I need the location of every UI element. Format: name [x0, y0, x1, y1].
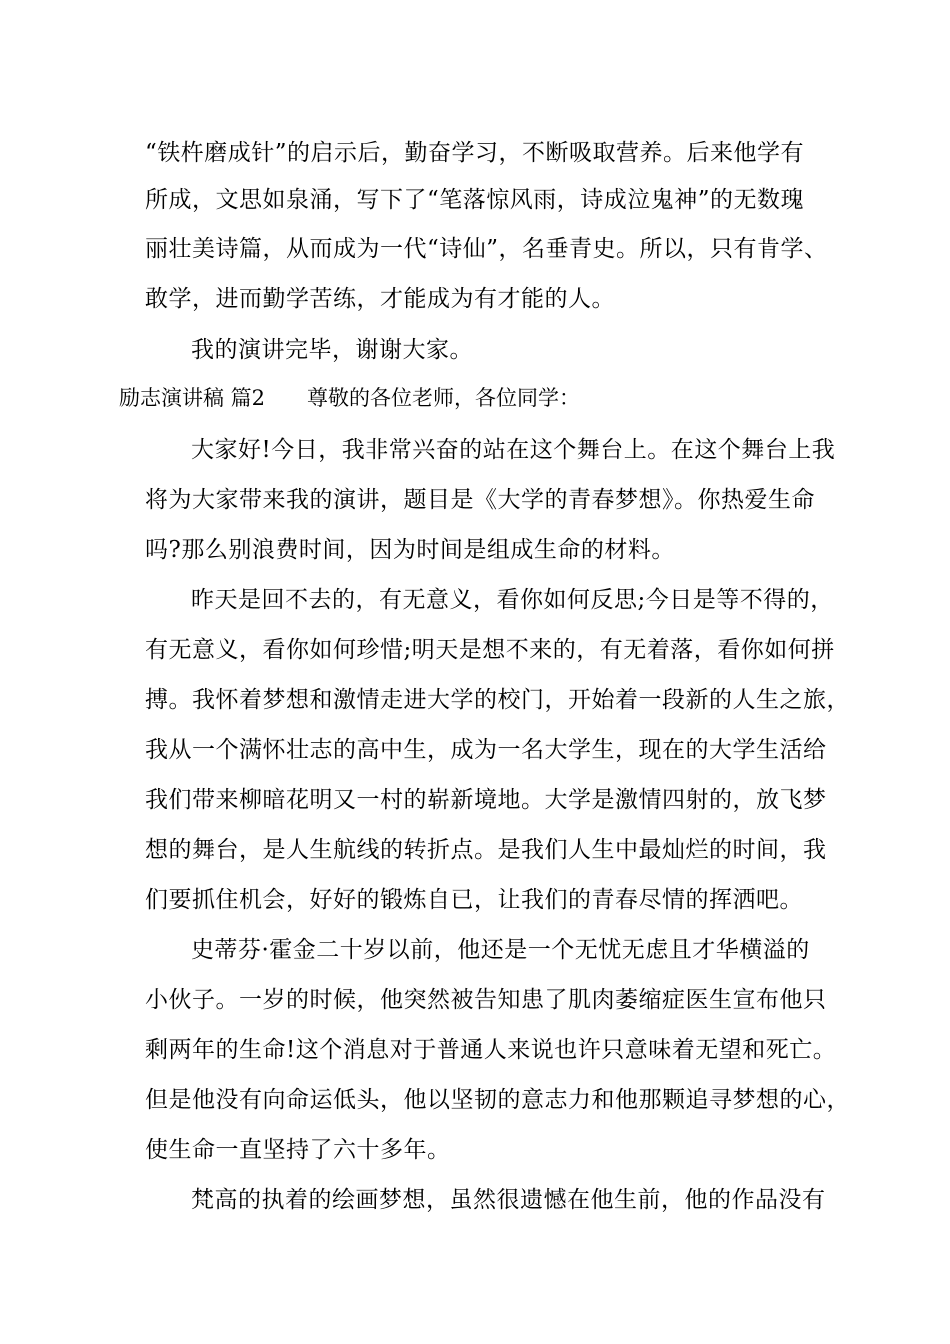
text-line: 所成，文思如泉涌，写下了“笔落惊风雨，诗成泣鬼神”的无数瑰 [145, 187, 805, 213]
text-line: 使生命一直坚持了六十多年。 [145, 1137, 451, 1163]
text-line: 梵高的执着的绘画梦想，虽然很遗憾在他生前，他的作品没有 [191, 1187, 826, 1213]
text-line: “铁杵磨成针”的启示后，勤奋学习，不断吸取营养。后来他学有 [145, 140, 805, 166]
text-line: 小伙子。一岁的时候，他突然被告知患了肌肉萎缩症医生宣布他只 [145, 987, 827, 1013]
text-line: 我从一个满怀壮志的高中生，成为一名大学生，现在的大学生活给 [145, 737, 827, 763]
text-line: 但是他没有向命运低头，他以坚韧的意志力和他那颗追寻梦想的心， [145, 1087, 850, 1113]
text-line: 我们带来柳暗花明又一村的崭新境地。大学是激情四射的，放飞梦 [145, 787, 827, 813]
text-line: 敢学，进而勤学苦练，才能成为有才能的人。 [145, 286, 615, 312]
text-line: 搏。我怀着梦想和激情走进大学的校门，开始着一段新的人生之旅， [145, 687, 850, 713]
text-line: 昨天是回不去的，有无意义，看你如何反思;今日是等不得的， [191, 587, 834, 613]
text-line: 想的舞台，是人生航线的转折点。是我们人生中最灿烂的时间，我 [145, 837, 827, 863]
text-line: 吗?那么别浪费时间，因为时间是组成生命的材料。 [145, 537, 675, 563]
text-line: 史蒂芬·霍金二十岁以前，他还是一个无忧无虑且才华横溢的 [191, 937, 810, 963]
heading-title: 励志演讲稿 篇2 [119, 386, 266, 410]
text-line: 剩两年的生命!这个消息对于普通人来说也许只意味着无望和死亡。 [145, 1037, 837, 1063]
text-line: 将为大家带来我的演讲，题目是《大学的青春梦想》。你热爱生命 [145, 487, 815, 513]
text-line: 丽壮美诗篇，从而成为一代“诗仙”，名垂青史。所以，只有肯学、 [145, 236, 828, 262]
text-line: 有无意义，看你如何珍惜;明天是想不来的，有无着落，看你如何拼 [145, 637, 835, 663]
text-line: 们要抓住机会，好好的锻炼自已，让我们的青春尽情的挥洒吧。 [145, 887, 803, 913]
closing-line: 我的演讲完毕，谢谢大家。 [191, 337, 473, 363]
section-heading [119, 384, 580, 412]
heading-greeting: 尊敬的各位老师，各位同学： [307, 386, 581, 410]
text-line: 大家好!今日，我非常兴奋的站在这个舞台上。在这个舞台上我 [191, 437, 836, 463]
